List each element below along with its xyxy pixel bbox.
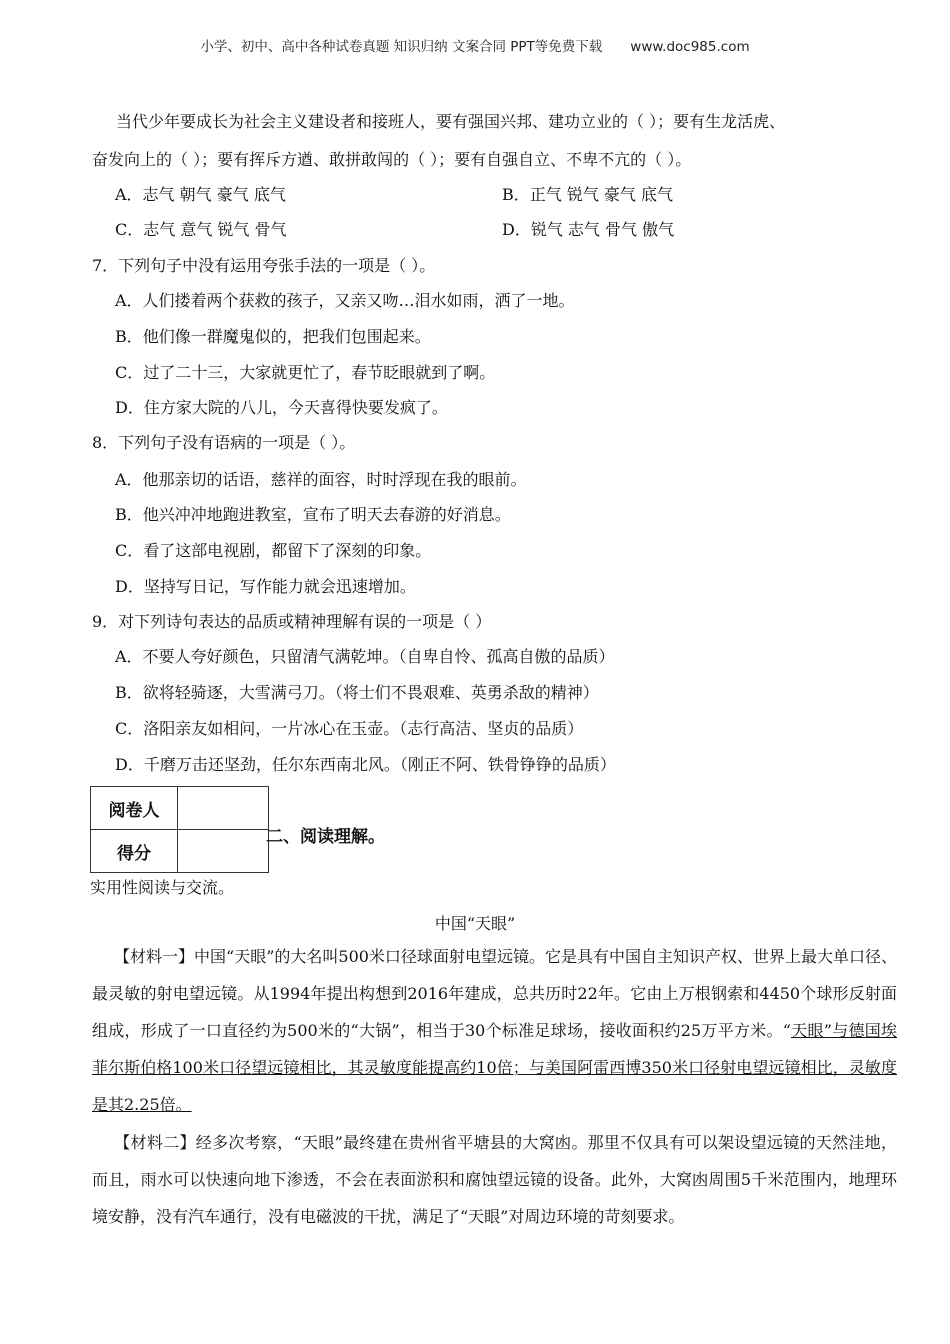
q9-option-c: C．洛阳亲友如相问，一片冰心在玉壶。（志行高洁、坚贞的品质） <box>115 719 584 738</box>
q6-option-c: C．志气 意气 锐气 骨气 <box>115 220 287 239</box>
score-table <box>90 786 269 873</box>
material-one <box>92 938 897 1123</box>
q9-option-a: A．不要人夸好颜色，只留清气满乾坤。（自卑自怜、孤高自傲的品质） <box>115 647 615 666</box>
q6-option-a: A．志气 朝气 豪气 底气 <box>115 185 286 204</box>
material-two-text: 【材料二】经多次考察，“天眼”最终建在贵州省平塘县的大窝凼。那里不仅具有可以架设望远镜的天然洼地，而且，雨水可以快速向地下渗透，不会在表面淤积和腐蚀望远镜的设备。此外，大窝凼周围5千米范围内，地理环境安静，没有汽车通行，没有电磁波的干扰，满足了“天眼”对周边环境的苛刻要求。 <box>92 1133 897 1226</box>
q7-option-b: B．他们像一群魔鬼似的，把我们包围起来。 <box>115 327 431 346</box>
material-two <box>92 1124 897 1235</box>
q7-option-c: C．过了二十三，大家就更忙了，春节眨眼就到了啊。 <box>115 363 496 382</box>
q9-option-b: B．欲将轻骑逐，大雪满弓刀。（将士们不畏艰难、英勇杀敌的精神） <box>115 683 599 702</box>
header-text: 小学、初中、高中各种试卷真题 知识归纳 文案合同 PPT等免费下载 <box>200 39 603 55</box>
header-url[interactable]: www.doc985.com <box>630 39 750 55</box>
q7-option-d: D．住方家大院的八儿，今天喜得快要发疯了。 <box>115 398 448 417</box>
section-intro: 实用性阅读与交流。 <box>90 878 235 897</box>
page-header <box>0 35 950 55</box>
article-title: 中国“天眼” <box>434 914 516 933</box>
reviewer-label: 阅卷人 <box>91 787 178 830</box>
score-label: 得分 <box>91 830 178 873</box>
q9-stem: 9．对下列诗句表达的品质或精神理解有误的一项是（ ） <box>92 612 492 631</box>
q6-option-b: B．正气 锐气 豪气 底气 <box>502 185 674 204</box>
reviewer-blank <box>178 787 269 830</box>
q8-option-d: D．坚持写日记，写作能力就会迅速增加。 <box>115 577 416 596</box>
score-blank <box>178 830 269 873</box>
q7-option-a: A．人们搂着两个获救的孩子，又亲又吻…泪水如雨，洒了一地。 <box>115 291 575 310</box>
q6-stem-line2: 奋发向上的（ ）；要有挥斥方遒、敢拼敢闯的（ ）；要有自强自立、不卑不亢的（ ）。 <box>92 150 692 169</box>
q6-stem-line1: 当代少年要成长为社会主义建设者和接班人，要有强国兴邦、建功立业的（ ）；要有生龙活虎、 <box>116 112 786 131</box>
q8-option-b: B．他兴冲冲地跑进教室，宣布了明天去春游的好消息。 <box>115 505 511 524</box>
q9-option-d: D．千磨万击还坚劲，任尔东西南北风。（刚正不阿、铁骨铮铮的品质） <box>115 755 616 774</box>
q8-option-c: C．看了这部电视剧，都留下了深刻的印象。 <box>115 541 432 560</box>
q7-stem: 7．下列句子中没有运用夸张手法的一项是（ ）。 <box>92 256 436 275</box>
q8-option-a: A．他那亲切的话语，慈祥的面容，时时浮现在我的眼前。 <box>115 470 527 489</box>
material-one-underlined: 天眼”与德国埃菲尔斯伯格100米口径望远镜相比，其灵敏度能提高约10倍；与美国阿雷西博350米口径射电望远镜相比，灵敏度是其2.25倍。 <box>92 1021 897 1114</box>
section-title: 二、阅读理解。 <box>266 827 385 847</box>
q8-stem: 8．下列句子没有语病的一项是（ ）。 <box>92 433 356 452</box>
material-one-text: 【材料一】中国“天眼”的大名叫500米口径球面射电望远镜。它是具有中国自主知识产权、世界上最大单口径、最灵敏的射电望远镜。从1994年提出构想到2016年建成，总共历时22年。它由上万根钢索和4450个球形反射面组成，形成了一口直径约为500米的“大锅”，相当于30个标准足球场，接收面积约25万平方米。“ <box>92 947 897 1040</box>
q6-option-d: D．锐气 志气 骨气 傲气 <box>502 220 675 239</box>
